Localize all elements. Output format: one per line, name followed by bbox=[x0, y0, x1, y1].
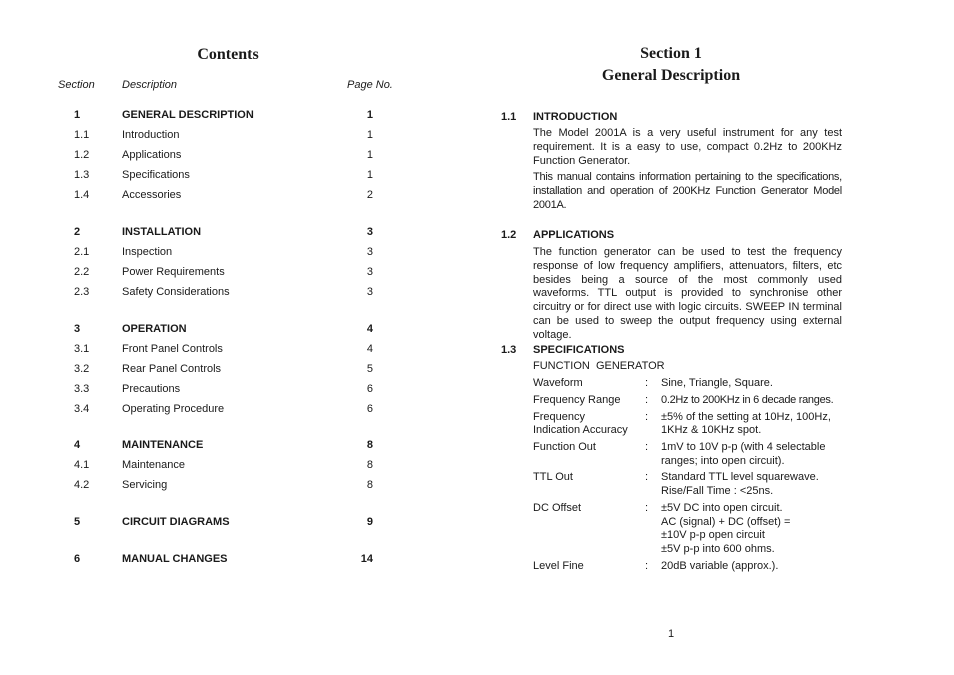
toc-page-number: 5 bbox=[366, 363, 373, 375]
spec-label: TTL Out bbox=[533, 471, 573, 483]
toc-section-number: 2 bbox=[74, 226, 81, 238]
toc-description: Inspection bbox=[122, 246, 173, 258]
spec-label: DC Offset bbox=[533, 502, 582, 514]
toc-page-number: 8 bbox=[366, 479, 373, 491]
toc-header-description: Description bbox=[122, 79, 178, 91]
toc-section-number: 4.2 bbox=[74, 479, 90, 491]
applications-paragraph: The function generator can be used to test the frequency response of low frequency amplifiers, attenuators, filters, etc besides being a source of the most commonly used waveforms. TTL output is provided to synchronise other circuitry or for direct use with logic circuits. SWEEP IN terminal can be used to sweep the output frequency using external voltage. bbox=[533, 246, 842, 341]
section-subtitle: General Description bbox=[601, 67, 741, 84]
toc-description: Accessories bbox=[122, 189, 182, 201]
heading-number: 1.3 bbox=[501, 344, 517, 356]
spec-colon: : bbox=[645, 377, 649, 389]
heading-number: 1.2 bbox=[501, 229, 517, 241]
toc-page-number: 3 bbox=[366, 226, 373, 238]
toc-description: Introduction bbox=[122, 129, 180, 141]
spec-colon: : bbox=[645, 502, 649, 514]
toc-page-number: 2 bbox=[366, 189, 373, 201]
toc-page-number: 9 bbox=[366, 516, 373, 528]
toc-description: Rear Panel Controls bbox=[122, 363, 222, 375]
toc-page-number: 4 bbox=[366, 343, 373, 355]
toc-page-number: 3 bbox=[366, 246, 373, 258]
toc-page-number: 1 bbox=[366, 109, 373, 121]
toc-page-number: 3 bbox=[366, 286, 373, 298]
toc-page-number: 14 bbox=[360, 553, 373, 565]
toc-description: CIRCUIT DIAGRAMS bbox=[122, 516, 230, 528]
spec-value: Standard TTL level squarewave. bbox=[661, 471, 819, 483]
toc-page-number: 4 bbox=[366, 323, 373, 335]
contents-page bbox=[0, 0, 470, 675]
toc-page-number: 1 bbox=[366, 149, 373, 161]
toc-section-number: 4 bbox=[74, 439, 81, 451]
spec-value-line4: ±5V p-p into 600 ohms. bbox=[661, 543, 775, 555]
toc-description: Power Requirements bbox=[122, 266, 225, 278]
spec-colon: : bbox=[645, 560, 649, 572]
toc-description: Applications bbox=[122, 149, 182, 161]
toc-description: Operating Procedure bbox=[122, 403, 225, 415]
toc-section-number: 2.3 bbox=[74, 286, 90, 298]
toc-description: MAINTENANCE bbox=[122, 439, 204, 451]
spec-value-line3: ±10V p-p open circuit bbox=[661, 529, 765, 541]
spec-colon: : bbox=[645, 411, 649, 423]
toc-page-number: 8 bbox=[366, 459, 373, 471]
toc-description: Precautions bbox=[122, 383, 181, 395]
intro-heading: INTRODUCTION bbox=[533, 111, 618, 123]
spec-value: 0.2Hz to 200KHz in 6 decade ranges. bbox=[661, 394, 834, 406]
spec-value-line2: Rise/Fall Time : <25ns. bbox=[661, 485, 774, 497]
contents-title: Contents bbox=[197, 46, 259, 63]
toc-description: Front Panel Controls bbox=[122, 343, 223, 355]
toc-header-section: Section bbox=[58, 79, 95, 91]
spec-label: Level Fine bbox=[533, 560, 584, 572]
spec-value: 20dB variable (approx.). bbox=[661, 560, 779, 572]
toc-page-number: 3 bbox=[366, 266, 373, 278]
toc-description: Servicing bbox=[122, 479, 168, 491]
toc-section-number: 6 bbox=[74, 553, 81, 565]
spec-value: ±5% of the setting at 10Hz, 100Hz, bbox=[661, 411, 831, 423]
toc-section-number: 3.3 bbox=[74, 383, 90, 395]
toc-description: OPERATION bbox=[122, 323, 187, 335]
toc-description: GENERAL DESCRIPTION bbox=[122, 109, 254, 121]
toc-page-number: 1 bbox=[366, 129, 373, 141]
spec-label: Function Out bbox=[533, 441, 596, 453]
toc-section-number: 2.2 bbox=[74, 266, 90, 278]
spec-label-line2: Indication Accuracy bbox=[533, 424, 628, 436]
spec-label: Frequency bbox=[533, 411, 585, 423]
toc-page-number: 8 bbox=[366, 439, 373, 451]
toc-section-number: 1 bbox=[74, 109, 81, 121]
intro-paragraph-2: This manual contains information pertaining to the specifications, installation and operation of 200KHz Function Generator Model 2001A. bbox=[533, 171, 842, 211]
spec-value: Sine, Triangle, Square. bbox=[661, 377, 773, 389]
toc-section-number: 2.1 bbox=[74, 246, 90, 258]
intro-paragraph: The Model 2001A is a very useful instrument for any test requirement. It is a easy to use, compact 0.2Hz to 200KHz Function Generator. bbox=[533, 127, 842, 167]
toc-header-page: Page No. bbox=[347, 79, 393, 91]
spec-value: ±5V DC into open circuit. bbox=[661, 502, 783, 514]
toc-description: Specifications bbox=[122, 169, 190, 181]
toc-description: Maintenance bbox=[122, 459, 185, 471]
specifications-heading: SPECIFICATIONS bbox=[533, 344, 625, 356]
page-number: 1 bbox=[668, 628, 675, 640]
section-title: Section 1 bbox=[640, 45, 702, 62]
toc-section-number: 3.2 bbox=[74, 363, 90, 375]
applications-heading: APPLICATIONS bbox=[533, 229, 615, 241]
heading-number: 1.1 bbox=[501, 111, 517, 123]
spec-label: Waveform bbox=[533, 377, 583, 389]
spec-value: 1mV to 10V p-p (with 4 selectable ranges; into open circuit). bbox=[661, 441, 826, 467]
toc-description: Safety Considerations bbox=[122, 286, 230, 298]
toc-section-number: 3.1 bbox=[74, 343, 90, 355]
toc-section-number: 1.2 bbox=[74, 149, 90, 161]
spec-colon: : bbox=[645, 441, 649, 453]
spec-colon: : bbox=[645, 394, 649, 406]
toc-page-number: 1 bbox=[366, 169, 373, 181]
spec-value-line2: 1KHz & 10KHz spot. bbox=[661, 424, 762, 436]
spec-label: Frequency Range bbox=[533, 394, 621, 406]
toc-description: INSTALLATION bbox=[122, 226, 202, 238]
spec-colon: : bbox=[645, 471, 649, 483]
spec-value-line2: AC (signal) + DC (offset) = bbox=[661, 516, 791, 528]
toc-section-number: 3 bbox=[74, 323, 81, 335]
spec-subheading: FUNCTION GENERATOR bbox=[533, 360, 665, 372]
toc-section-number: 5 bbox=[74, 516, 81, 528]
toc-description: MANUAL CHANGES bbox=[122, 553, 228, 565]
toc-section-number: 4.1 bbox=[74, 459, 90, 471]
toc-page-number: 6 bbox=[366, 383, 373, 395]
toc-page-number: 6 bbox=[366, 403, 373, 415]
toc-section-number: 1.4 bbox=[74, 189, 90, 201]
section-page bbox=[480, 0, 954, 675]
toc-section-number: 3.4 bbox=[74, 403, 90, 415]
toc-section-number: 1.3 bbox=[74, 169, 90, 181]
toc-section-number: 1.1 bbox=[74, 129, 90, 141]
